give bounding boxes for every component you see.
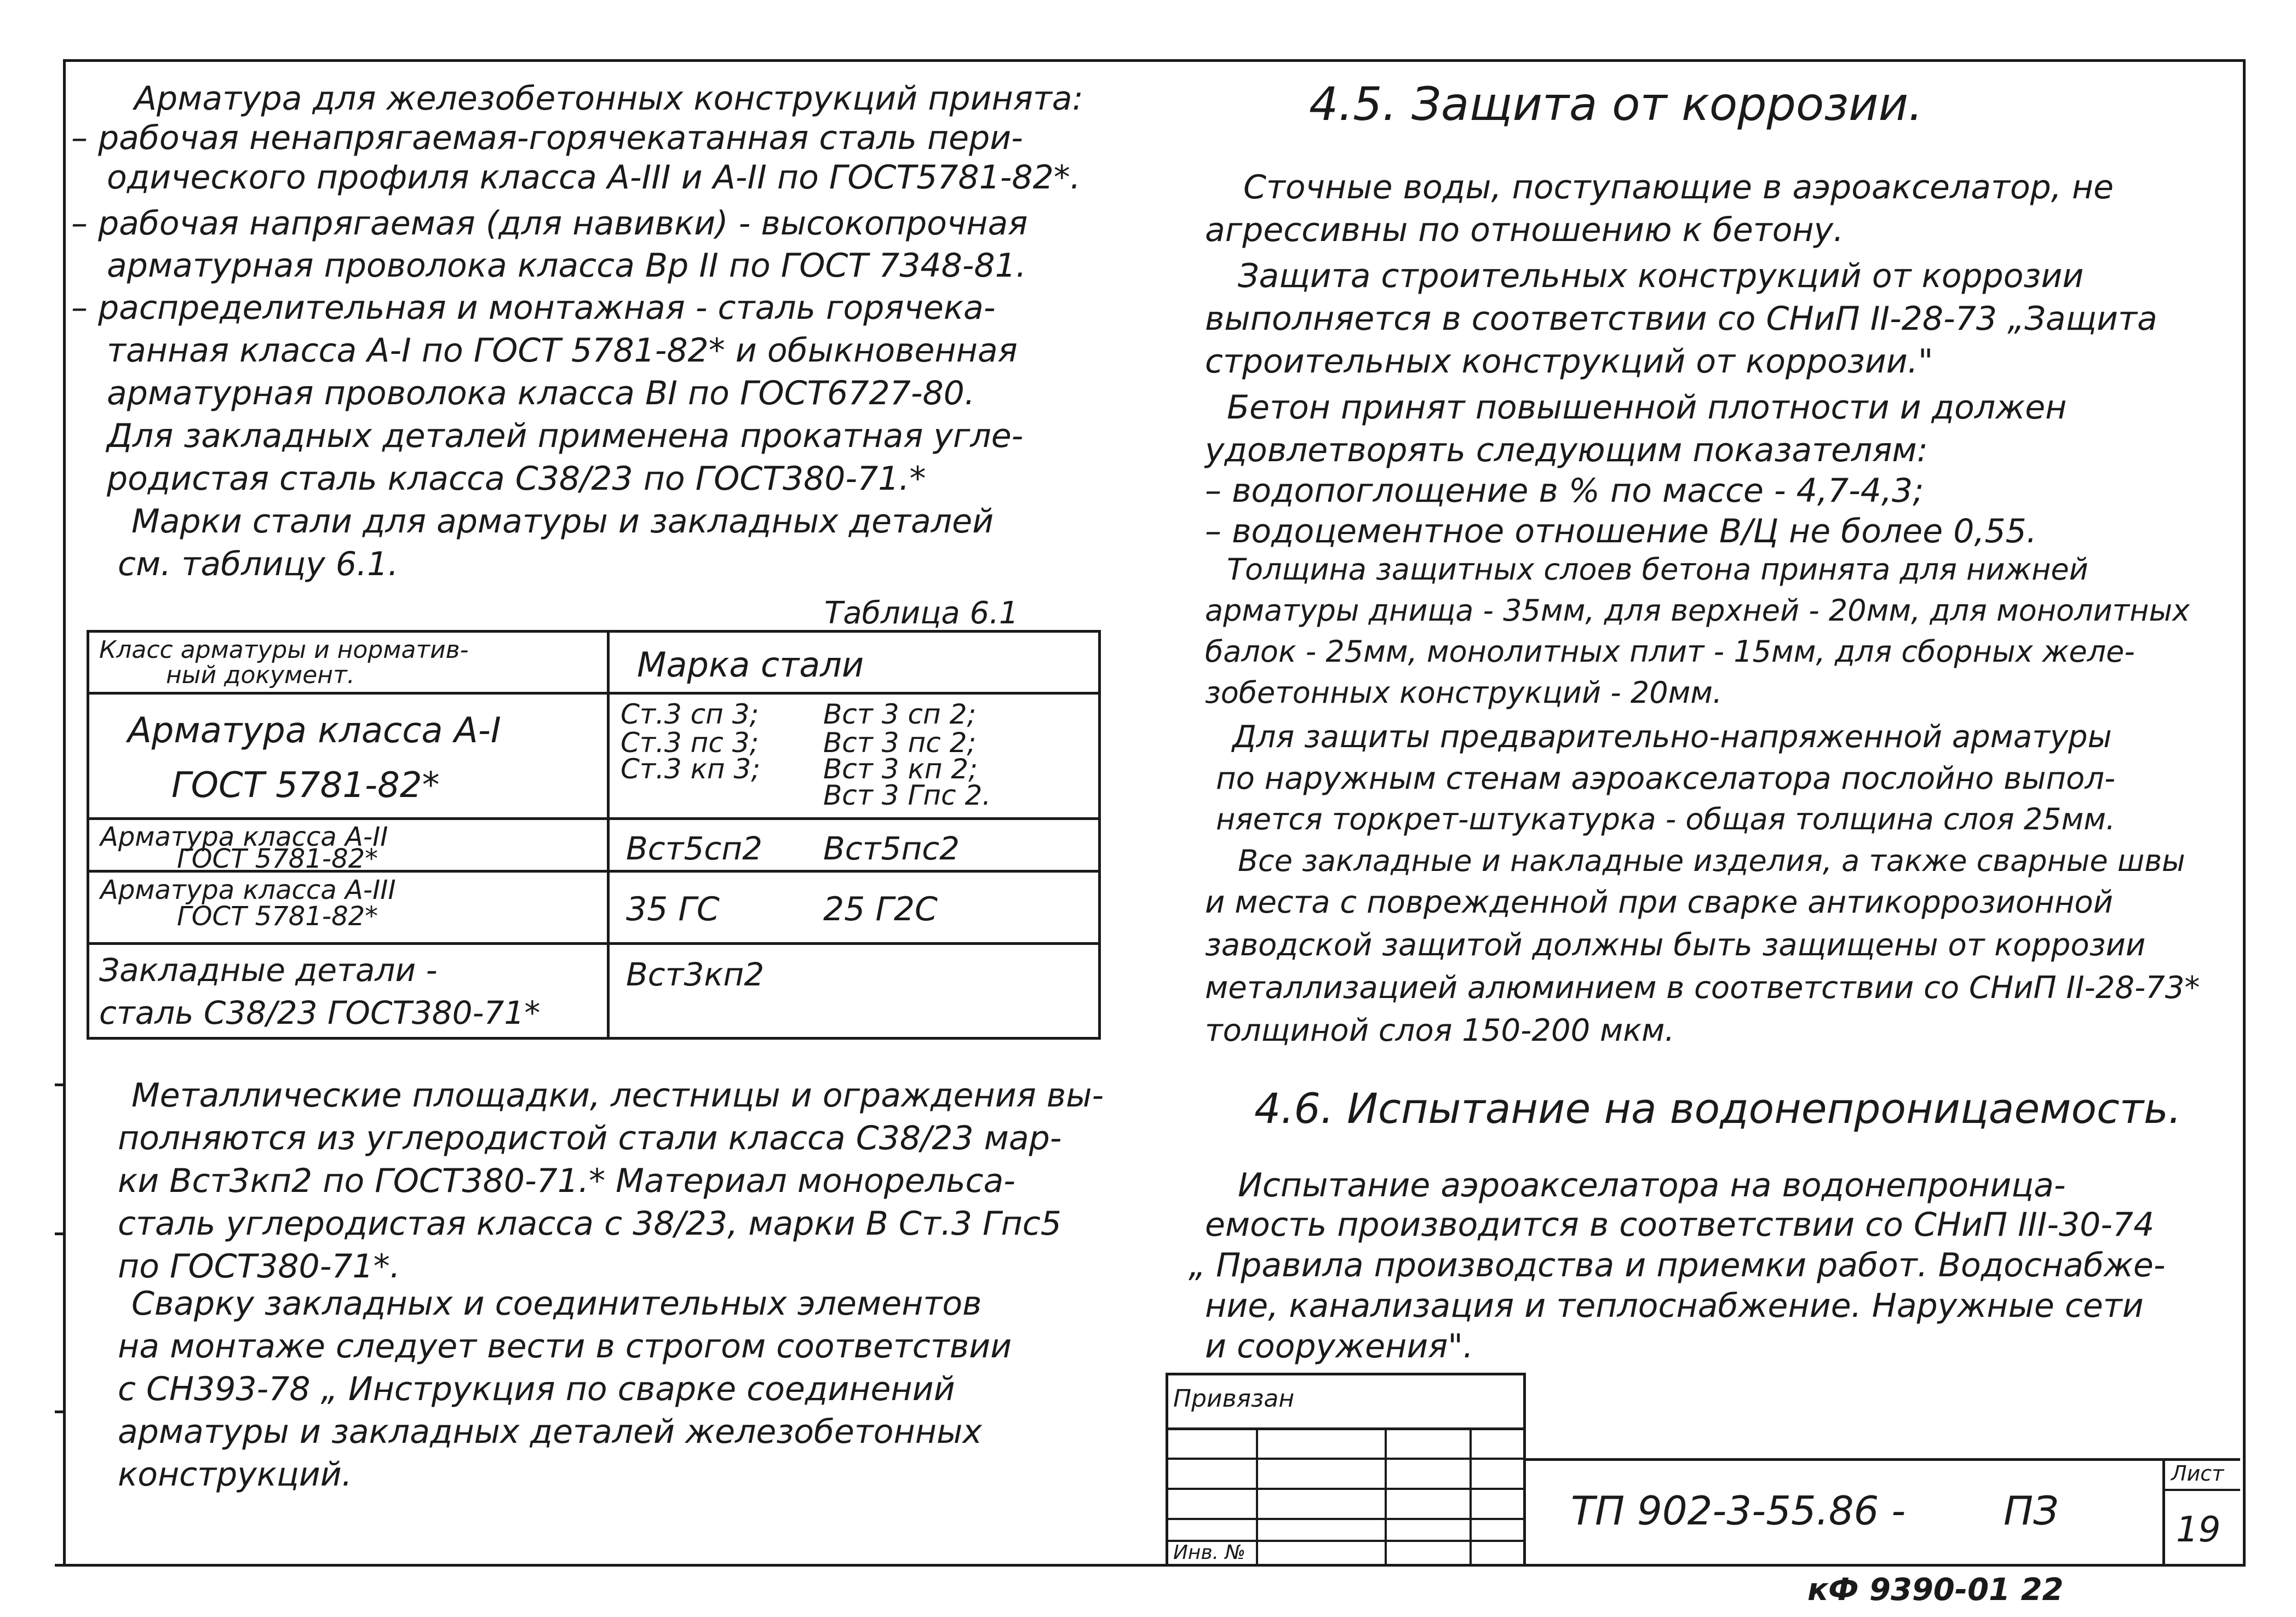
section-code: ПЗ [2004,1488,2059,1534]
text-line: с СН393-78 „ Инструкция по сварке соединений [118,1370,955,1408]
table-cell: Вст5пс2 [823,830,960,867]
text-line: Толщина защитных слоев бетона принята для нижней [1227,552,2088,587]
text-line: Все закладные и накладные изделия, а также сварные швы [1238,844,2185,878]
table-cell: ГОСТ 5781-82* [177,844,378,874]
text-line: Сварку закладных и соединительных элементов [131,1285,982,1323]
text-line: на монтаже следует вести в строгом соответствии [118,1327,1012,1366]
sheet-number: 19 [2176,1510,2221,1550]
table-cell: Ст.3 сп 3; [621,698,759,730]
title-block-border [1166,1373,1526,1375]
table-cell: Вст 3 сп 2; [823,698,977,730]
table-cell: Вст 3 Гпс 2. [823,779,991,811]
title-block-grid [2165,1489,2240,1491]
text-line: выполняется в соответствии со СНиП II-28-73 „Защита [1205,300,2157,338]
text-line: по ГОСТ380-71*. [118,1247,400,1286]
text-line: – водоцементное отношение В/Ц не более 0,55. [1205,512,2037,551]
text-line: арматуры днища - 35мм, для верхней - 20мм, для монолитных [1205,593,2190,628]
table-cell: Вст5сп2 [626,830,763,867]
table-cell: 25 Г2С [823,890,938,928]
section-heading: 4.5. Защита от коррозии. [1309,77,1923,131]
table-cell: 35 ГС [626,890,720,928]
table-row-divider [89,692,1098,695]
text-line: и места с поврежденной при сварке антикоррозионной [1205,885,2113,920]
table-header-cell: Класс арматуры и норматив- [99,636,469,664]
text-line: см. таблицу 6.1. [118,545,399,583]
text-line: заводской защитой должны быть защищены от коррозии [1205,927,2146,963]
text-line: родистая сталь класса С38/23 по ГОСТ380-71.* [107,460,926,498]
text-line: Марки стали для арматуры и закладных деталей [131,502,994,541]
table-cell: Арматура класса А-II [100,822,388,852]
binding-tick [55,1083,65,1086]
text-line: – водопоглощение в % по массе - 4,7-4,3; [1205,472,1924,510]
table-cell: Ст.3 кп 3; [621,753,761,785]
table-row-divider [89,942,1098,945]
text-line: Защита строительных конструкций от коррозии [1238,257,2084,295]
title-block-grid [1470,1427,1472,1564]
title-block-border [1523,1373,1526,1427]
text-line: емость производится в соответствии со СНиП III-30-74 [1205,1206,2155,1244]
text-line: по наружным стенам аэроакселатора послойно выпол- [1216,761,2116,796]
archive-code: кФ 9390-01 22 [1807,1572,2064,1608]
table-header-cell: Марка стали [637,645,864,685]
text-line: сталь углеродистая класса с 38/23, марки В Ст.3 Гпс5 [118,1205,1061,1243]
title-block-grid [1166,1518,1526,1520]
text-line: арматуры и закладных деталей железобетонных [118,1413,982,1451]
text-line: – распределительная и монтажная - сталь горячека- [71,289,996,327]
table-cell: ГОСТ 5781-82* [177,901,378,932]
text-line: – рабочая ненапрягаемая-горячекатанная сталь пери- [71,119,1023,157]
text-line: конструкций. [118,1455,352,1494]
table-cell: Арматура класса А-III [100,875,396,905]
text-line: Для закладных деталей применена прокатная угле- [107,417,1024,455]
table-cell: Вст 3 пс 2; [823,727,977,759]
inventory-number-label: Инв. № [1173,1541,1246,1564]
steel-grades-table [87,630,1101,1040]
title-block-border [2162,1458,2165,1564]
text-line: – рабочая напрягаемая (для навивки) - высокопрочная [71,204,1028,243]
text-line: строительных конструкций от коррозии." [1205,342,1933,381]
title-block-grid [1166,1458,1526,1460]
text-line: Арматура для железобетонных конструкций принята: [134,79,1083,118]
title-block-grid [1385,1427,1387,1564]
text-line: зобетонных конструкций - 20мм. [1205,675,1723,710]
text-line: Испытание аэроакселатора на водонепроница- [1238,1166,2066,1205]
text-line: металлизацией алюминием в соответствии со СНиП II-28-73* [1205,970,2200,1006]
title-block-border [1166,1373,1168,1564]
table-cell: Ст.3 пс 3; [621,727,759,759]
text-line: ки Вст3кп2 по ГОСТ380-71.* Материал монорельса- [118,1162,1015,1200]
text-line: арматурная проволока класса Вр II по ГОСТ 7348-81. [107,246,1026,285]
text-line: арматурная проволока класса ВI по ГОСТ6727-80. [107,374,975,412]
title-block-border [1526,1458,2240,1461]
text-line: Сточные воды, поступающие в аэроакселатор, не [1243,168,2114,207]
table-cell: Вст 3 кп 2; [823,753,978,785]
table-header-cell: ный документ. [166,661,355,689]
binding-tick [55,1232,65,1235]
table-cell: ГОСТ 5781-82* [171,765,440,806]
text-line: Для защиты предварительно-напряженной арматуры [1232,719,2112,755]
privyazan-label: Привязан [1173,1385,1295,1413]
text-line: ние, канализация и теплоснабжение. Наружные сети [1205,1287,2144,1325]
table-cell: сталь С38/23 ГОСТ380-71* [99,994,541,1031]
text-line: удовлетворять следующим показателям: [1205,431,1928,469]
table-caption: Таблица 6.1 [824,595,1019,631]
title-block-grid [1523,1427,1526,1564]
text-line: танная класса А-I по ГОСТ 5781-82* и обыкновенная [107,331,1018,370]
text-line: Металлические площадки, лестницы и ограждения вы- [131,1076,1104,1115]
table-cell: Вст3кп2 [626,956,765,993]
title-block-grid [1166,1488,1526,1490]
text-line: агрессивны по отношению к бетону. [1205,211,1844,249]
table-row-divider [89,817,1098,820]
text-line: одического профиля класса А-III и А-II по ГОСТ5781-82*. [107,158,1081,197]
title-block-grid [1256,1427,1258,1564]
section-heading: 4.6. Испытание на водонепроницаемость. [1254,1084,2182,1133]
text-line: толщиной слоя 150-200 мкм. [1205,1013,1675,1048]
sheet-label: Лист [2171,1461,2224,1486]
binding-tick [55,1410,65,1413]
table-cell: Закладные детали - [99,951,438,989]
text-line: Бетон принят повышенной плотности и должен [1227,388,2067,427]
text-line: и сооружения". [1205,1327,1474,1366]
text-line: балок - 25мм, монолитных плит - 15мм, для сборных желе- [1205,634,2135,669]
title-block-border [1166,1427,1526,1430]
table-cell: Арматура класса А-I [128,710,501,751]
text-line: няется торкрет-штукатурка - общая толщина слоя 25мм. [1216,802,2116,836]
document-code: ТП 902-3-55.86 - [1571,1488,1906,1534]
frame-bottom-line [55,1564,2243,1567]
text-line: „ Правила производства и приемки работ. Водоснабже- [1189,1246,2166,1285]
text-line: полняются из углеродистой стали класса С38/23 мар- [118,1119,1062,1157]
